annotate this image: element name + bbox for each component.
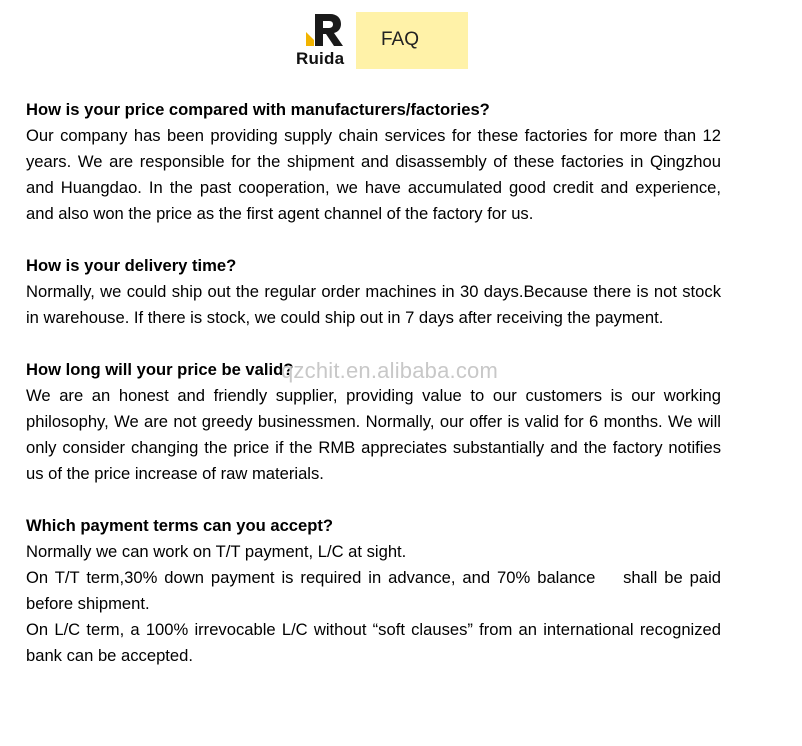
faq-item-price-comparison — [26, 97, 721, 227]
faq-item-delivery-time — [26, 253, 721, 331]
header — [0, 0, 802, 80]
watermark: qzchit.en.alibaba.com — [281, 358, 498, 383]
faq-label: FAQ — [381, 29, 420, 50]
ruida-logo-icon — [306, 14, 344, 46]
faq-answer: We are an honest and friendly supplier, providing value to our customers is our working philosophy, We are not greedy businessmen. Normally, our offer is valid for 6 months. We will only consider changing the price if the RMB appreciates substantially and the factory notifies us of the price increase of raw materials. — [26, 386, 721, 483]
faq-question: How is your price compared with manufacturers/factories? — [26, 100, 490, 119]
faq-question: How is your delivery time? — [26, 256, 237, 275]
faq-answer-line: On T/T term,30% down payment is required in advance, and 70% balance shall be paid before shipment. — [26, 568, 726, 613]
logo-wordmark: Ruida — [296, 49, 345, 68]
faq-list — [26, 97, 726, 695]
faq-answer-line: Normally we can work on T/T payment, L/C at sight. — [26, 542, 407, 561]
faq-question: Which payment terms can you accept? — [26, 516, 334, 535]
faq-answer-line: On L/C term, a 100% irrevocable L/C without “soft clauses” from an international recognized bank can be accepted. — [26, 620, 721, 665]
faq-answer: Our company has been providing supply chain services for these factories for more than 12 years. We are responsible for the shipment and disassembly of these factories in Qingzhou and Huangdao. In the past cooperation, we have accumulated good credit and experience, and also won the price as the first agent channel of the factory for us. — [26, 126, 721, 223]
faq-item-payment-terms — [26, 513, 726, 669]
ruida-logo — [296, 12, 356, 68]
faq-answer: Normally, we could ship out the regular order machines in 30 days.Because there is not stock in warehouse. If there is stock, we could ship out in 7 days after receiving the payment. — [26, 282, 721, 327]
faq-badge — [356, 12, 468, 69]
faq-question: How long will your price be valid? — [26, 360, 294, 379]
